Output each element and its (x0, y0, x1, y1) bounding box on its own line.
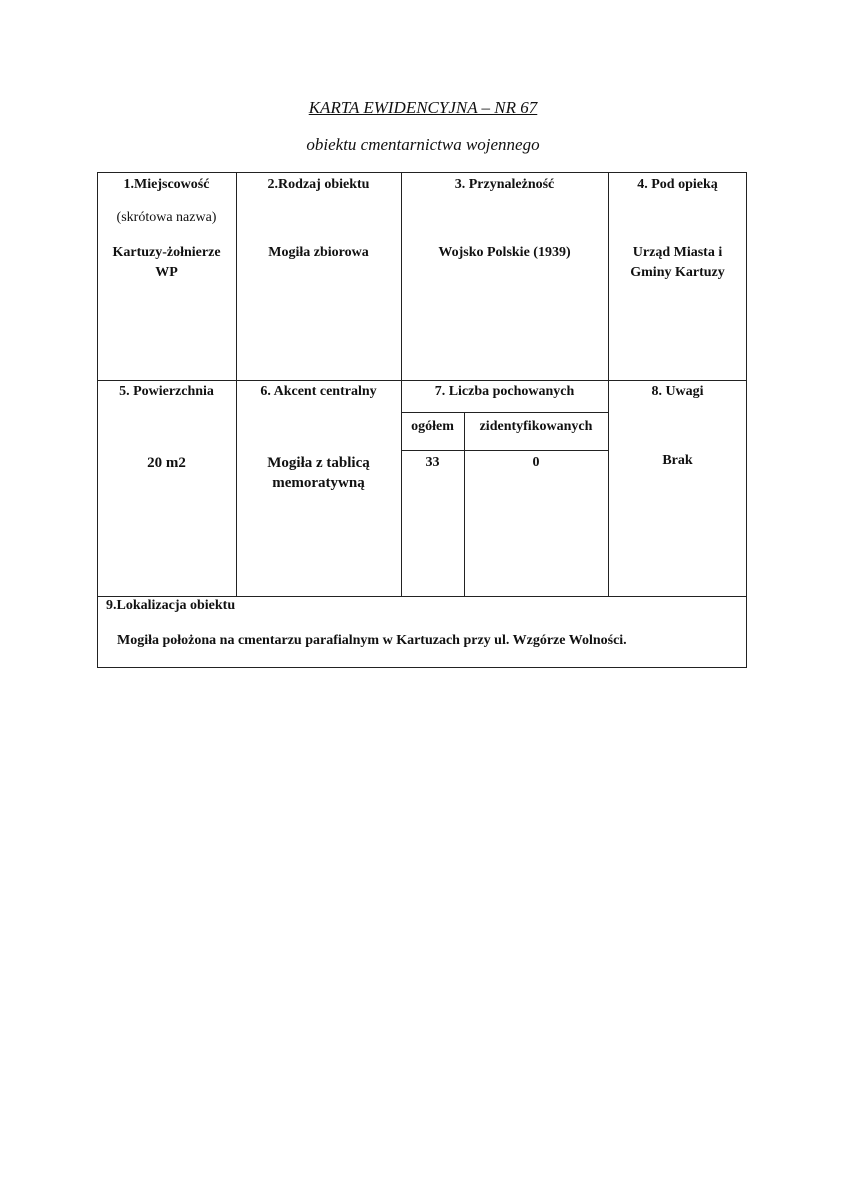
remarks-label: 8. Uwagi (651, 384, 704, 399)
card-title: KARTA EWIDENCYJNA – NR 67 (308, 98, 538, 117)
affiliation-value: Wojsko Polskie (1939) (438, 245, 571, 260)
row-divider-1 (97, 380, 747, 381)
custodian-label: 4. Pod opieką (637, 177, 718, 192)
burials-identified-label: zidentyfikowanych (479, 419, 593, 434)
burials-label: 7. Liczba pochowanych (434, 384, 575, 399)
location-text: Mogiła położona na cmentarzu parafialnym w Kartuzach przy ul. Wzgórze Wolności. (117, 633, 627, 648)
row-divider-2 (97, 596, 747, 597)
object-type-value: Mogiła zbiorowa (268, 245, 369, 260)
sub-col-divider (464, 412, 465, 596)
object-type-label: 2.Rodzaj obiektu (267, 177, 370, 192)
central-accent-value-line1: Mogiła z tablicą (267, 455, 370, 471)
locality-label: 1.Miejscowość (123, 177, 210, 192)
custodian-value-line2: Gminy Kartuzy (630, 265, 725, 280)
locality-value-line2: WP (155, 265, 178, 280)
burials-total-value: 33 (425, 455, 440, 470)
burials-total-label: ogółem (411, 419, 454, 434)
area-value: 20 m2 (147, 455, 186, 471)
locality-note: (skrótowa nazwa) (116, 210, 217, 225)
sub-row-divider-2 (401, 450, 608, 451)
sub-row-divider-1 (401, 412, 608, 413)
custodian-value-line1: Urząd Miasta i (632, 245, 723, 260)
burials-identified-value: 0 (532, 455, 540, 470)
area-label: 5. Powierzchnia (119, 384, 214, 399)
card-subtitle: obiektu cmentarnictwa wojennego (306, 135, 540, 154)
locality-value-line1: Kartuzy-żołnierze (112, 245, 221, 260)
central-accent-value-line2: memoratywną (272, 475, 365, 491)
affiliation-label: 3. Przynależność (454, 177, 555, 192)
location-label: 9.Lokalizacja obiektu (106, 598, 236, 613)
central-accent-label: 6. Akcent centralny (260, 384, 377, 399)
remarks-value: Brak (662, 453, 693, 468)
